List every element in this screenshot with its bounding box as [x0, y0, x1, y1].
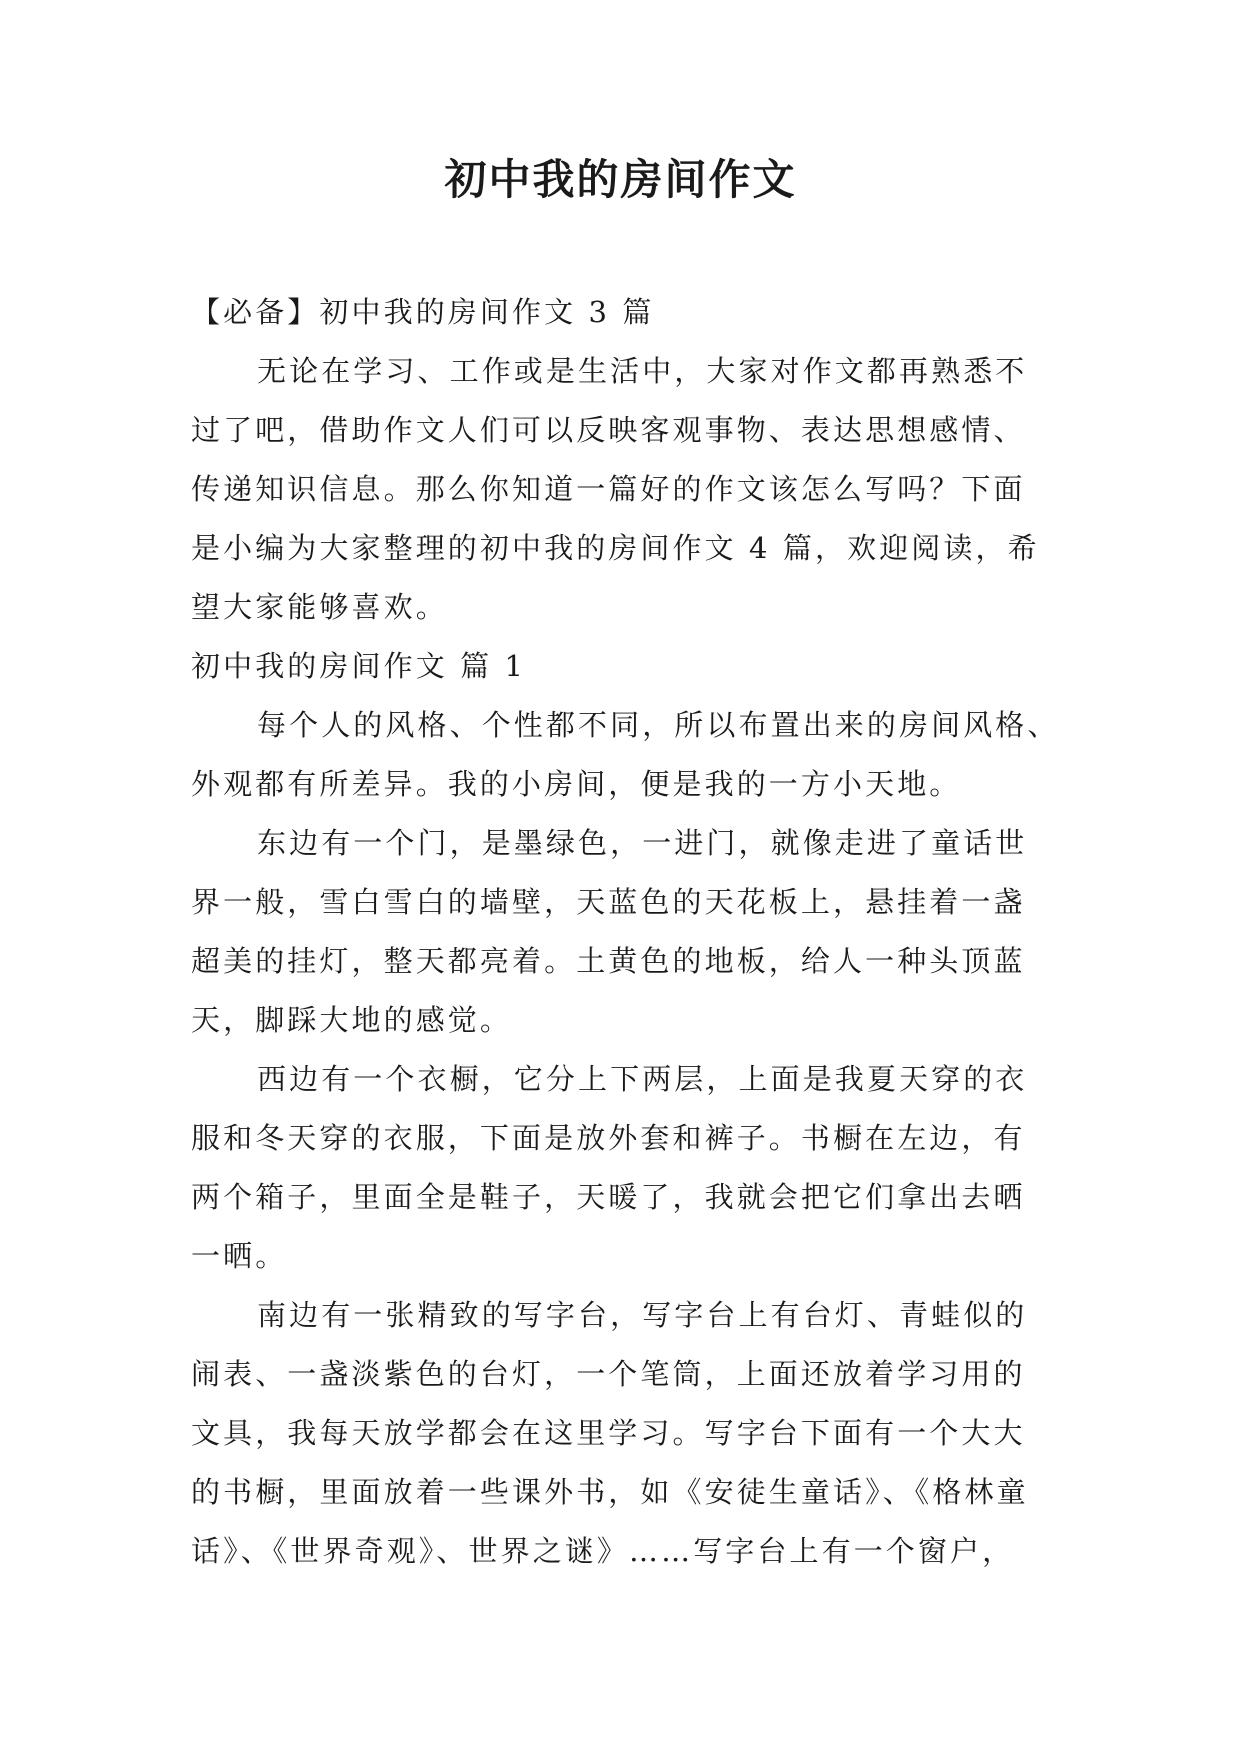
text-line: 传递知识信息。那么你知道一篇好的作文该怎么写吗？下面	[191, 472, 1026, 506]
text-line: 服和冬天穿的衣服，下面是放外套和裤子。书橱在左边，有	[191, 1121, 1026, 1155]
text-line: 望大家能够喜欢。	[191, 590, 448, 624]
text-line: 每个人的风格、个性都不同，所以布置出来的房间风格、	[257, 708, 1060, 742]
document-body	[191, 283, 1060, 1581]
text-line: 初中我的房间作文 篇 1	[191, 649, 527, 683]
text-line: 超美的挂灯，整天都亮着。土黄色的地板，给人一种头顶蓝	[191, 944, 1026, 978]
text-line: 过了吧，借助作文人们可以反映客观事物、表达思想感情、	[191, 413, 1026, 447]
text-line: 是小编为大家整理的初中我的房间作文 4 篇，欢迎阅读，希	[191, 531, 1040, 565]
text-line: 西边有一个衣橱，它分上下两层，上面是我夏天穿的衣	[257, 1062, 1028, 1096]
text-line: 【必备】初中我的房间作文 3 篇	[191, 295, 655, 329]
text-line: 的书橱，里面放着一些课外书，如《安徒生童话》、《格林童	[191, 1475, 1029, 1509]
text-line: 南边有一张精致的写字台，写字台上有台灯、青蛙似的	[257, 1298, 1028, 1332]
text-line: 一晒。	[191, 1239, 288, 1273]
text-line: 无论在学习、工作或是生活中，大家对作文都再熟悉不	[257, 354, 1028, 388]
text-line: 两个箱子，里面全是鞋子，天暖了，我就会把它们拿出去晒	[191, 1180, 1026, 1214]
text-line: 东边有一个门，是墨绿色，一进门，就像走进了童话世	[257, 826, 1028, 860]
document-title: 初中我的房间作文	[444, 155, 797, 204]
text-line: 话》、《世界奇观》、世界之谜》……写字台上有一个窗户，	[191, 1534, 1015, 1568]
text-line: 文具，我每天放学都会在这里学习。写字台下面有一个大大	[191, 1416, 1026, 1450]
text-line: 天，脚踩大地的感觉。	[191, 1003, 513, 1037]
text-line: 闹表、一盏淡紫色的台灯，一个笔筒，上面还放着学习用的	[191, 1357, 1026, 1391]
text-line: 外观都有所差异。我的小房间，便是我的一方小天地。	[191, 767, 962, 801]
text-line: 界一般，雪白雪白的墙壁，天蓝色的天花板上，悬挂着一盏	[191, 885, 1026, 919]
